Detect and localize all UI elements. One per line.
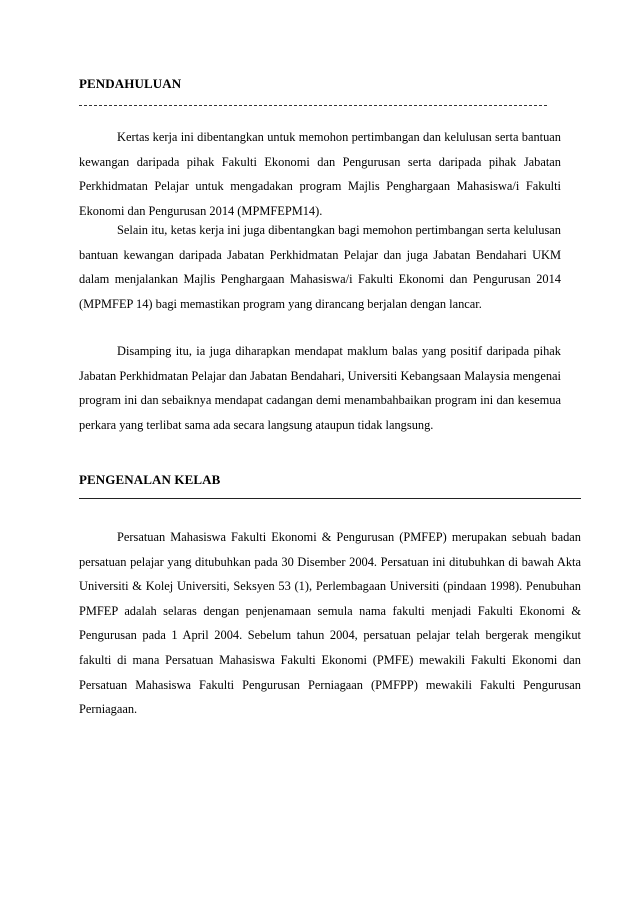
heading-underline bbox=[79, 105, 547, 106]
section-heading-pengenalan-kelab: PENGENALAN KELAB bbox=[79, 472, 221, 487]
paragraph: Persatuan Mahasiswa Fakulti Ekonomi & Pengurusan (PMFEP) merupakan sebuah badan persatuan pelajar yang ditubuhkan pada 30 Disember 2004. Persatuan ini ditubuhkan di bawah Akta Universiti & Kolej Universiti, Seksyen 53 (1), Perlembagaan Universiti (pindaan 1998). Penubuhan PMFEP adalah selaras dengan penjenamaan semula nama fakulti menjadi Fakulti Ekonomi & Pengurusan pada 1 April 2004. Sebelum tahun 2004, persatuan pelajar telah bergerak mengikut fakulti di mana Persatuan Mahasiswa Fakulti Ekonomi (PMFE) mewakili Fakulti Ekonomi dan Persatuan Mahasiswa Fakulti Pengurusan Perniagaan (PMFPP) mewakili Fakulti Pengurusan Perniagaan. bbox=[79, 530, 581, 717]
paragraph: Disamping itu, ia juga diharapkan mendapat maklum balas yang positif daripada pihak Jabatan Perkhidmatan Pelajar dan Jabatan Bendahari, Universiti Kebangsaan Malaysia mengenai program ini dan sebaiknya mendapat cadangan demi menambahbaikan program ini dan kesemua perkara yang terlibat sama ada secara langsung ataupun tidak langsung. bbox=[79, 344, 561, 432]
heading-underline bbox=[79, 498, 581, 499]
paragraph: Selain itu, ketas kerja ini juga dibentangkan bagi memohon pertimbangan serta kelulusan bantuan kewangan daripada Jabatan Perkhidmatan Pelajar dan juga Jabatan Bendahari UKM dalam menjalankan Majlis Penghargaan Mahasiswa/i Fakulti Ekonomi dan Pengurusan 2014 (MPMFEP 14) bagi memastikan program yang dirancang berjalan dengan lancar. bbox=[79, 223, 561, 311]
paragraph: Kertas kerja ini dibentangkan untuk memohon pertimbangan dan kelulusan serta bantuan kewangan daripada pihak Fakulti Ekonomi dan Pengurusan serta daripada pihak Jabatan Perkhidmatan Pelajar untuk mengadakan program Majlis Penghargaan Mahasiswa/i Fakulti Ekonomi dan Pengurusan 2014 (MPMFEPM14). bbox=[79, 130, 561, 218]
section-heading-pendahuluan: PENDAHULUAN bbox=[79, 76, 182, 91]
